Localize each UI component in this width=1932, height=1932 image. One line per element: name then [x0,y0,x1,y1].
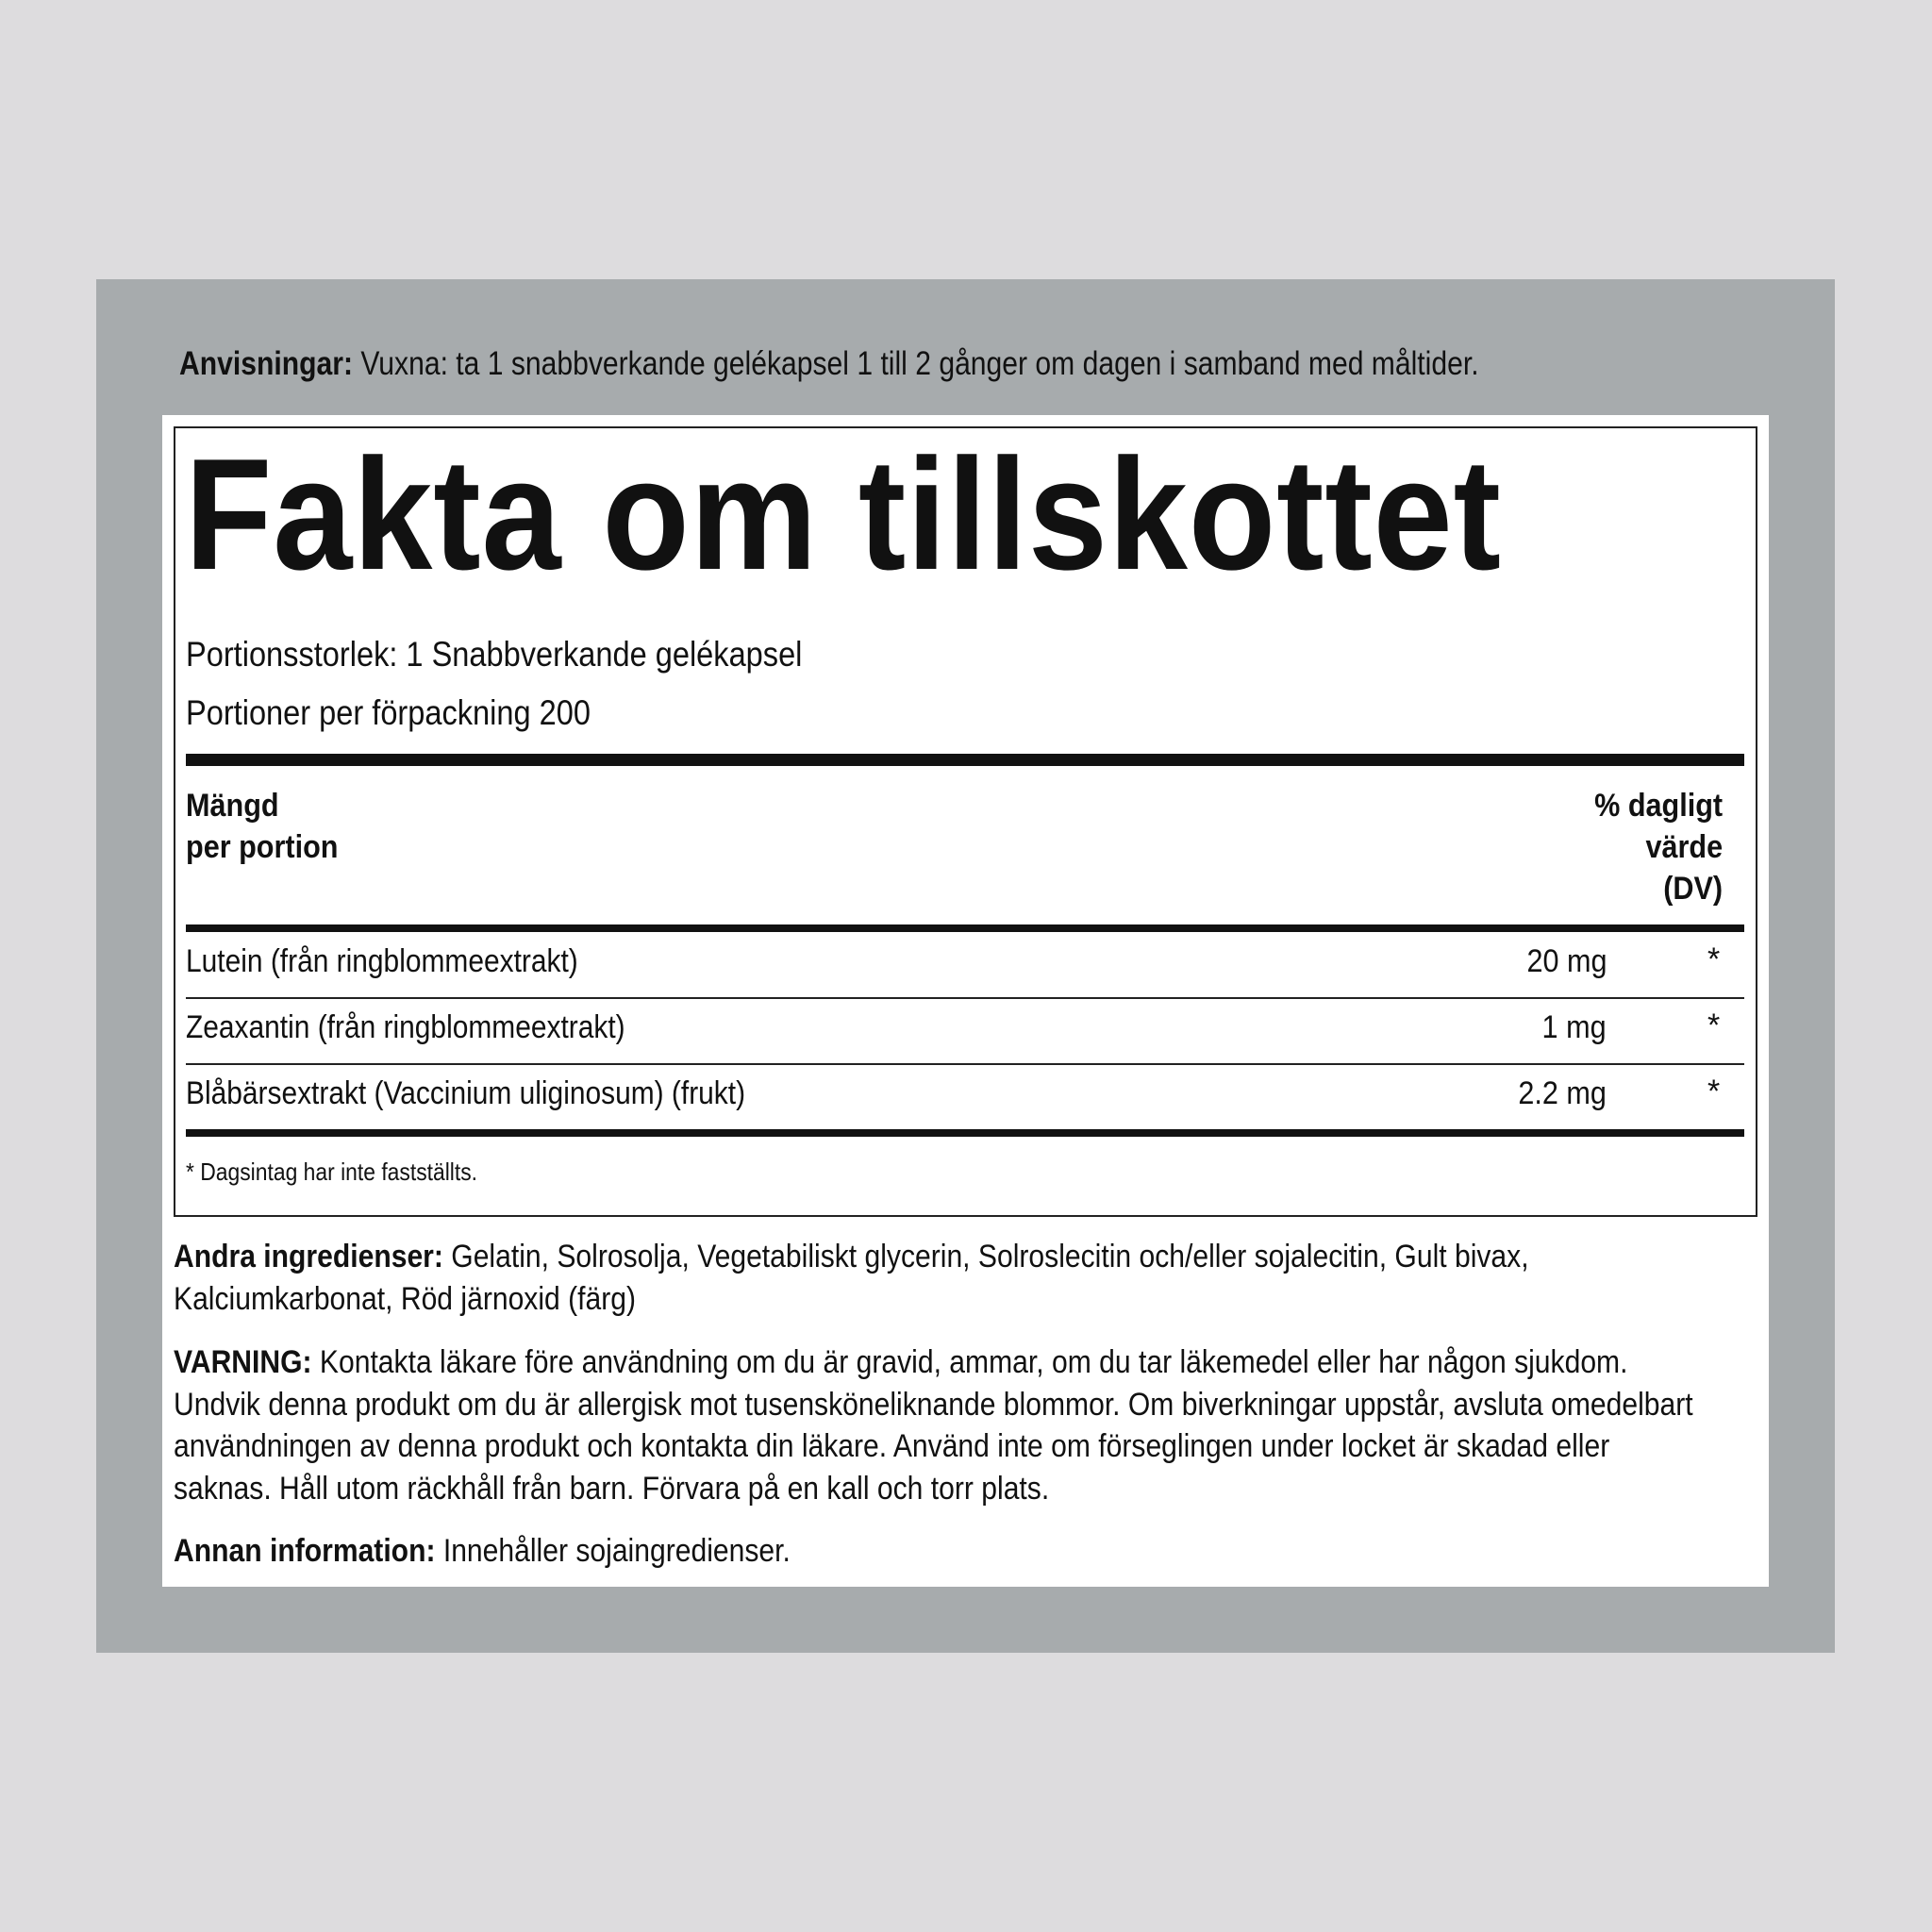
directions-label: Anvisningar: [179,345,353,382]
nutrient-amount-bilberry: 2.2 mg [1518,1075,1607,1111]
other-information [174,1530,1702,1573]
divider-thick-top [186,754,1744,766]
directions-text: Vuxna: ta 1 snabbverkande gelékapsel 1 till 2 gånger om dagen i samband med måltider. [352,345,1479,382]
nutrient-name-lutein: Lutein (från ringblommeextrakt) [186,943,578,979]
other-ingredients-text: Gelatin, Solrosolja, Vegetabiliskt glycerin, Solroslecitin och/eller sojalecitin, Gult bivax, Kalciumkarbonat, Röd järnoxid (färg) [174,1239,1529,1317]
row-divider [186,997,1744,999]
divider-thick-bottom [186,1129,1744,1137]
nutrient-dv-bilberry: * [1707,1074,1721,1109]
nutrient-name-zeaxanthin: Zeaxantin (från ringblommeextrakt) [186,1009,625,1045]
header-right-line-3: (DV) [1663,871,1723,907]
nutrient-dv-lutein: * [1707,941,1721,977]
nutrient-dv-zeaxanthin: * [1707,1008,1721,1043]
nutrient-name-bilberry: Blåbärsextrakt (Vaccinium uliginosum) (frukt) [186,1075,746,1111]
amount-per-serving-header [186,785,338,868]
header-left-line-1: Mängd [186,788,279,824]
divider-thick-header [186,924,1744,932]
daily-value-header [1594,785,1723,909]
warning-text: Kontakta läkare före användning om du är gravid, ammar, om du tar läkemedel eller har någon sjukdom. Undvik denna produkt om du är allergisk mot tusensköneliknande blommor. Om biverkningar uppstår, avsluta omedelbart användningen av denna produkt och kontakta din läkare. Använd inte om förseglingen under locket är skadad eller saknas. Håll utom räckhåll från barn. Förvara på en kall och torr plats. [174,1344,1693,1507]
servings-per-container: Portioner per förpackning 200 [186,693,591,732]
warning [174,1341,1702,1509]
other-ingredients-label: Andra ingredienser: [174,1239,443,1274]
directions [179,343,1479,385]
other-information-text: Innehåller sojaingredienser. [435,1533,791,1569]
header-left-line-2: per portion [186,829,339,865]
warning-label: VARNING: [174,1344,312,1380]
facts-title: Fakta om tillskottet [185,425,1502,603]
serving-size: Portionsstorlek: 1 Snabbverkande gelékapsel [186,635,803,674]
header-right-line-2: värde [1645,829,1723,865]
other-ingredients [174,1236,1702,1320]
row-divider [186,1063,1744,1065]
daily-value-footnote: * Dagsintag har inte fastställts. [186,1158,478,1186]
nutrient-amount-zeaxanthin: 1 mg [1541,1009,1607,1045]
nutrient-amount-lutein: 20 mg [1525,943,1607,979]
other-information-label: Annan information: [174,1533,436,1569]
header-right-line-1: % dagligt [1594,788,1723,824]
